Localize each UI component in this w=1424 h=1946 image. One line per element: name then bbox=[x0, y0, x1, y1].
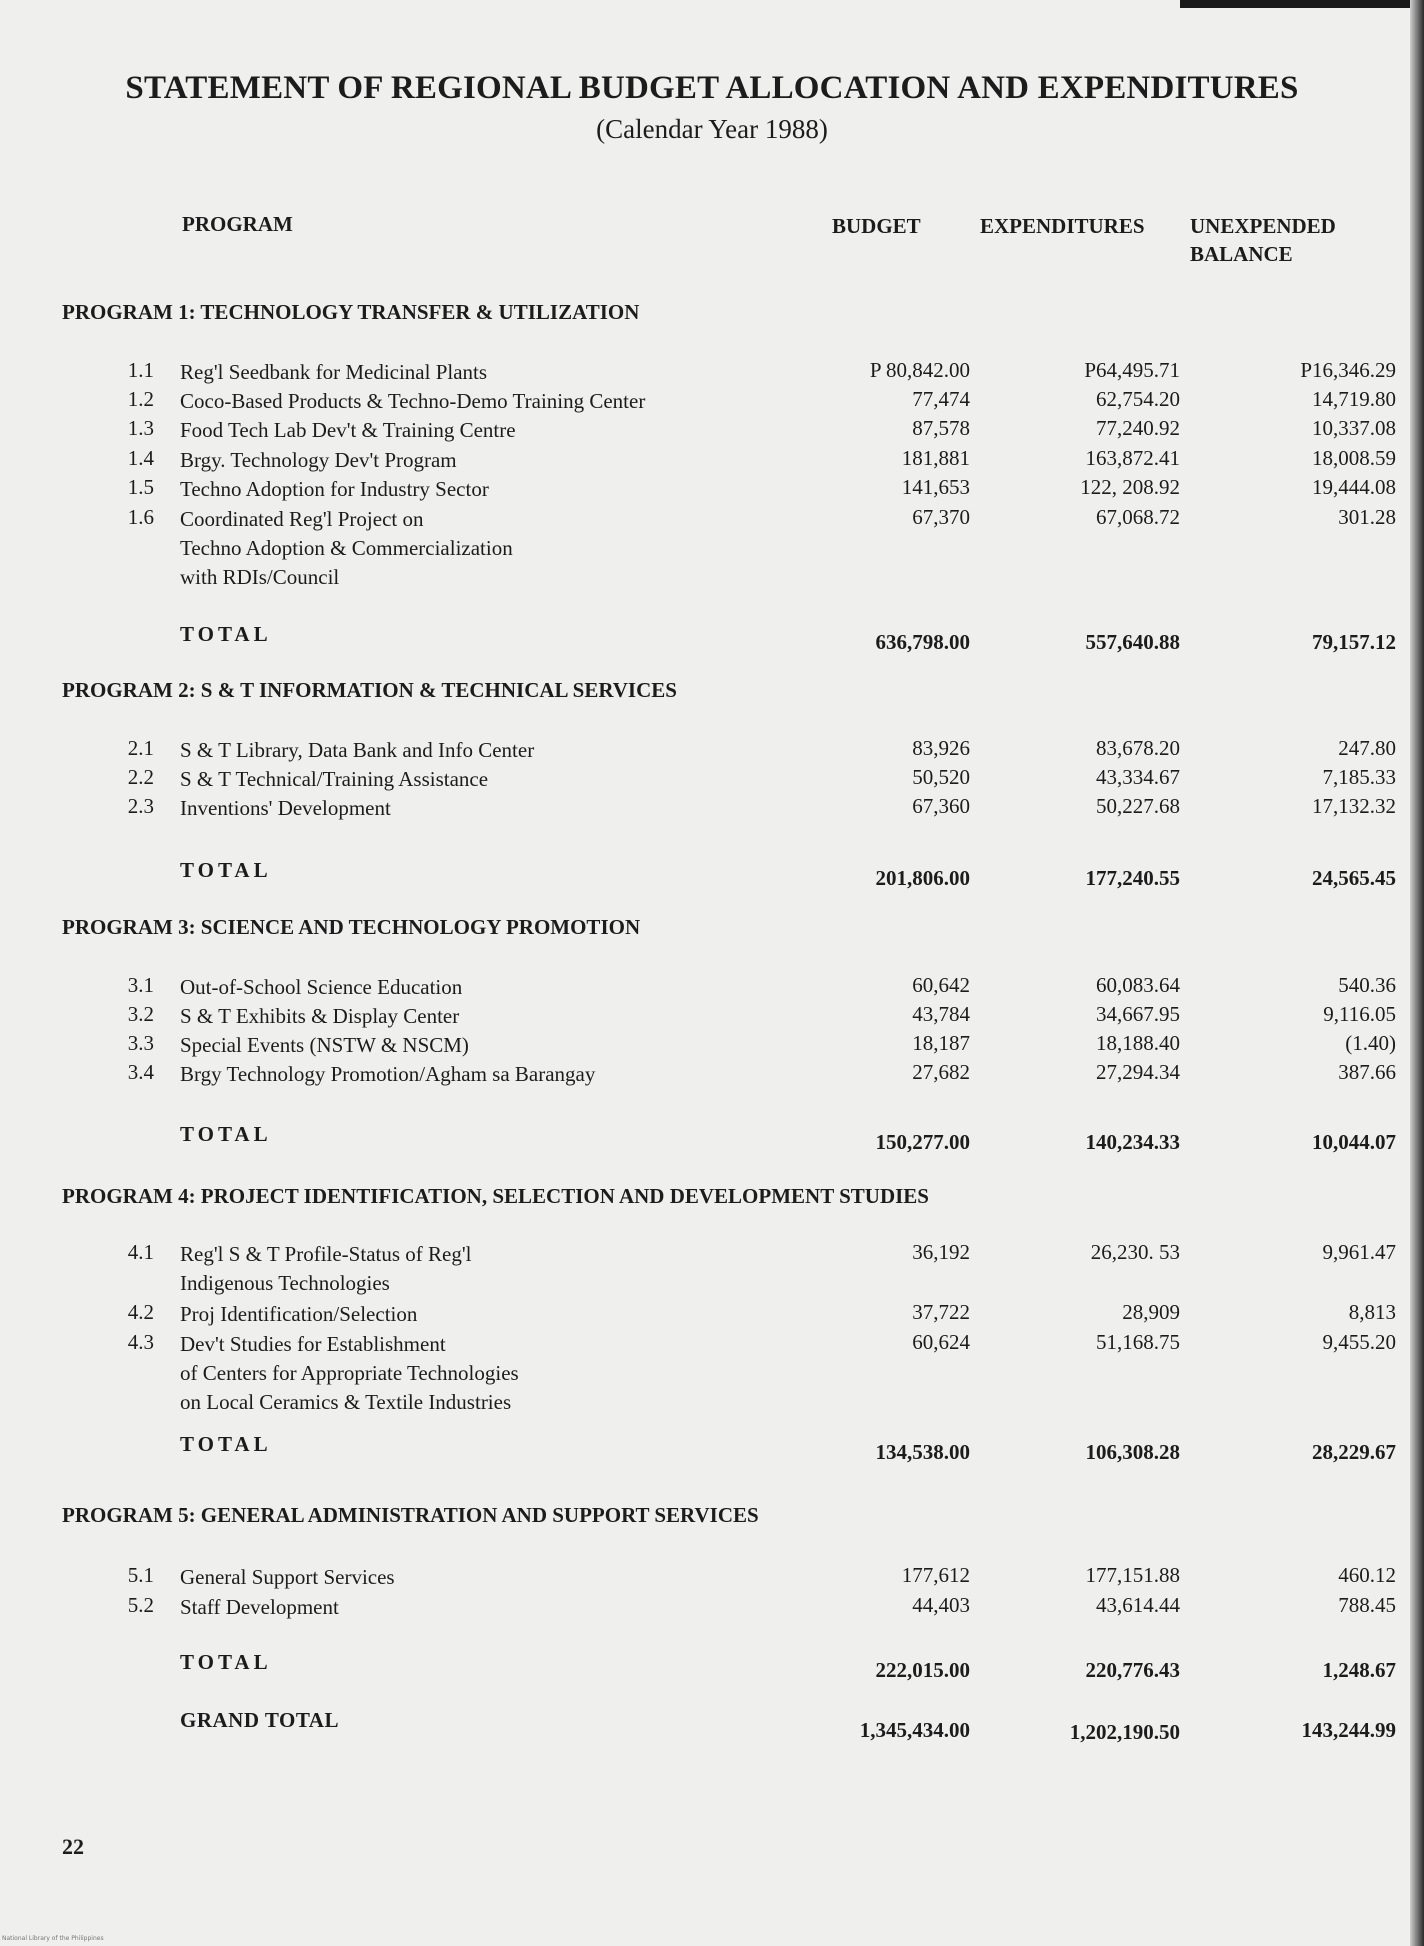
footer-note: National Library of the Philippines bbox=[2, 1935, 104, 1942]
item-number: 1.2 bbox=[127, 387, 154, 411]
expenditures-cell: 34,667.95 bbox=[1096, 1002, 1180, 1026]
budget-cell: 77,474 bbox=[912, 387, 970, 411]
budget-cell: 67,360 bbox=[912, 794, 970, 818]
item-description-line: Brgy Technology Promotion/Agham sa Barangay bbox=[180, 1062, 596, 1086]
balance-cell: 18,008.59 bbox=[1312, 446, 1396, 470]
balance-cell: 301.28 bbox=[1338, 505, 1396, 529]
header-budget: BUDGET bbox=[832, 214, 921, 238]
scan-edge-right bbox=[1410, 0, 1424, 1946]
item-number: 3.3 bbox=[127, 1031, 154, 1055]
item-number: 5.2 bbox=[127, 1593, 154, 1617]
item-number: 4.2 bbox=[127, 1300, 154, 1324]
balance-cell: 7,185.33 bbox=[1322, 765, 1396, 789]
item-number: 1.5 bbox=[127, 475, 154, 499]
item-number: 5.1 bbox=[127, 1563, 154, 1587]
item-number: 1.4 bbox=[127, 446, 154, 470]
header-expenditures: EXPENDITURES bbox=[980, 214, 1145, 238]
grand-total-expenditures: 1,202,190.50 bbox=[1069, 1720, 1180, 1744]
total-budget: 201,806.00 bbox=[875, 866, 970, 890]
item-number: 1.6 bbox=[127, 505, 154, 529]
balance-cell: P16,346.29 bbox=[1300, 358, 1396, 382]
item-description bbox=[180, 1563, 395, 1592]
balance-cell: 540.36 bbox=[1338, 973, 1396, 997]
total-label: TOTAL bbox=[180, 858, 272, 882]
total-expenditures: 557,640.88 bbox=[1085, 630, 1180, 654]
item-description bbox=[180, 416, 516, 445]
total-expenditures: 220,776.43 bbox=[1085, 1658, 1180, 1682]
balance-cell: 9,961.47 bbox=[1322, 1240, 1396, 1264]
item-description-line: Out-of-School Science Education bbox=[180, 975, 463, 999]
item-description-line: Special Events (NSTW & NSCM) bbox=[180, 1033, 469, 1057]
budget-cell: 36,192 bbox=[912, 1240, 970, 1264]
page-title: STATEMENT OF REGIONAL BUDGET ALLOCATION AND EXPENDITURES bbox=[125, 70, 1299, 106]
item-description bbox=[180, 446, 457, 475]
item-number: 4.3 bbox=[127, 1330, 154, 1354]
budget-cell: 43,784 bbox=[912, 1002, 970, 1026]
item-description-line: of Centers for Appropriate Technologies bbox=[180, 1361, 519, 1385]
item-description bbox=[180, 1031, 469, 1060]
expenditures-cell: 60,083.64 bbox=[1096, 973, 1180, 997]
total-expenditures: 140,234.33 bbox=[1085, 1130, 1180, 1154]
expenditures-cell: 177,151.88 bbox=[1085, 1563, 1180, 1587]
total-budget: 134,538.00 bbox=[875, 1440, 970, 1464]
item-description bbox=[180, 1240, 471, 1298]
balance-cell: 387.66 bbox=[1338, 1060, 1396, 1084]
program-heading: PROGRAM 4: PROJECT IDENTIFICATION, SELECTION AND DEVELOPMENT STUDIES bbox=[62, 1184, 929, 1208]
balance-cell: 17,132.32 bbox=[1312, 794, 1396, 818]
item-number: 3.2 bbox=[127, 1002, 154, 1026]
budget-cell: 177,612 bbox=[901, 1563, 970, 1587]
item-description bbox=[180, 358, 487, 387]
expenditures-cell: 18,188.40 bbox=[1096, 1031, 1180, 1055]
grand-total-balance: 143,244.99 bbox=[1301, 1718, 1396, 1742]
program-heading: PROGRAM 5: GENERAL ADMINISTRATION AND SUPPORT SERVICES bbox=[62, 1503, 759, 1527]
budget-cell: 50,520 bbox=[912, 765, 970, 789]
balance-cell: 19,444.08 bbox=[1312, 475, 1396, 499]
program-heading: PROGRAM 3: SCIENCE AND TECHNOLOGY PROMOTION bbox=[62, 915, 641, 939]
expenditures-cell: 122, 208.92 bbox=[1080, 475, 1180, 499]
item-description-line: Inventions' Development bbox=[180, 796, 391, 820]
balance-cell: 460.12 bbox=[1338, 1563, 1396, 1587]
total-budget: 636,798.00 bbox=[875, 630, 970, 654]
total-budget: 222,015.00 bbox=[875, 1658, 970, 1682]
item-description-line: Coordinated Reg'l Project on bbox=[180, 507, 424, 531]
budget-cell: 87,578 bbox=[912, 416, 970, 440]
item-description-line: Indigenous Technologies bbox=[180, 1271, 390, 1295]
balance-cell: (1.40) bbox=[1345, 1031, 1396, 1055]
item-description-line: Brgy. Technology Dev't Program bbox=[180, 448, 457, 472]
item-description-line: with RDIs/Council bbox=[180, 565, 340, 589]
expenditures-cell: 67,068.72 bbox=[1096, 505, 1180, 529]
balance-cell: 247.80 bbox=[1338, 736, 1396, 760]
grand-total-budget: 1,345,434.00 bbox=[859, 1718, 970, 1742]
total-balance: 1,248.67 bbox=[1322, 1658, 1396, 1682]
budget-cell: 181,881 bbox=[901, 446, 970, 470]
item-description bbox=[180, 1300, 417, 1329]
item-description-line: S & T Exhibits & Display Center bbox=[180, 1004, 460, 1028]
item-number: 1.1 bbox=[127, 358, 154, 382]
total-expenditures: 106,308.28 bbox=[1085, 1440, 1180, 1464]
budget-cell: 37,722 bbox=[912, 1300, 970, 1324]
item-description-line: S & T Library, Data Bank and Info Center bbox=[180, 738, 535, 762]
item-description bbox=[180, 1330, 519, 1417]
item-description-line: Proj Identification/Selection bbox=[180, 1302, 418, 1326]
header-program: PROGRAM bbox=[182, 212, 293, 236]
item-description bbox=[180, 794, 391, 823]
item-description-line: Techno Adoption & Commercialization bbox=[180, 536, 513, 560]
total-budget: 150,277.00 bbox=[875, 1130, 970, 1154]
total-label: TOTAL bbox=[180, 1650, 272, 1674]
page-number: 22 bbox=[62, 1834, 84, 1859]
expenditures-cell: 26,230. 53 bbox=[1090, 1240, 1180, 1264]
item-description-line: Techno Adoption for Industry Sector bbox=[180, 477, 489, 501]
item-description-line: S & T Technical/Training Assistance bbox=[180, 767, 489, 791]
item-number: 2.1 bbox=[127, 736, 154, 760]
budget-cell: 60,624 bbox=[912, 1330, 970, 1354]
budget-cell: 83,926 bbox=[912, 736, 970, 760]
expenditures-cell: 43,334.67 bbox=[1096, 765, 1180, 789]
budget-cell: 60,642 bbox=[912, 973, 970, 997]
expenditures-cell: 28,909 bbox=[1122, 1300, 1180, 1324]
budget-cell: 27,682 bbox=[912, 1060, 970, 1084]
expenditures-cell: 83,678.20 bbox=[1096, 736, 1180, 760]
item-description bbox=[180, 1060, 595, 1089]
item-number: 3.4 bbox=[127, 1060, 154, 1084]
item-description bbox=[180, 387, 645, 416]
expenditures-cell: 77,240.92 bbox=[1096, 416, 1180, 440]
balance-cell: 10,337.08 bbox=[1312, 416, 1396, 440]
item-description-line: on Local Ceramics & Textile Industries bbox=[180, 1390, 512, 1414]
item-description bbox=[180, 736, 534, 765]
budget-cell: 141,653 bbox=[901, 475, 970, 499]
scan-edge-top bbox=[1180, 0, 1424, 8]
item-number: 3.1 bbox=[127, 973, 154, 997]
grand-total-label: GRAND TOTAL bbox=[180, 1708, 339, 1732]
item-number: 1.3 bbox=[127, 416, 154, 440]
program-heading: PROGRAM 1: TECHNOLOGY TRANSFER & UTILIZATION bbox=[62, 300, 640, 324]
item-description bbox=[180, 475, 489, 504]
item-description-line: Dev't Studies for Establishment bbox=[180, 1332, 446, 1356]
expenditures-cell: 51,168.75 bbox=[1096, 1330, 1180, 1354]
total-label: TOTAL bbox=[180, 1432, 272, 1456]
header-balance: BALANCE bbox=[1190, 242, 1293, 266]
program-heading: PROGRAM 2: S & T INFORMATION & TECHNICAL SERVICES bbox=[62, 678, 677, 702]
total-balance: 28,229.67 bbox=[1312, 1440, 1396, 1464]
budget-cell: P 80,842.00 bbox=[869, 358, 970, 382]
item-description-line: Staff Development bbox=[180, 1595, 339, 1619]
balance-cell: 9,455.20 bbox=[1322, 1330, 1396, 1354]
total-balance: 79,157.12 bbox=[1312, 630, 1396, 654]
header-unexpended: UNEXPENDED bbox=[1190, 214, 1336, 238]
budget-cell: 18,187 bbox=[912, 1031, 970, 1055]
item-description-line: Reg'l S & T Profile-Status of Reg'l bbox=[180, 1242, 472, 1266]
total-balance: 10,044.07 bbox=[1312, 1130, 1396, 1154]
expenditures-cell: 62,754.20 bbox=[1096, 387, 1180, 411]
expenditures-cell: P64,495.71 bbox=[1084, 358, 1180, 382]
balance-cell: 788.45 bbox=[1338, 1593, 1396, 1617]
balance-cell: 8,813 bbox=[1348, 1300, 1396, 1324]
budget-cell: 44,403 bbox=[912, 1593, 970, 1617]
item-number: 2.2 bbox=[127, 765, 154, 789]
item-number: 2.3 bbox=[127, 794, 154, 818]
total-label: TOTAL bbox=[180, 1122, 272, 1146]
expenditures-cell: 50,227.68 bbox=[1096, 794, 1180, 818]
expenditures-cell: 27,294.34 bbox=[1096, 1060, 1180, 1084]
balance-cell: 14,719.80 bbox=[1312, 387, 1396, 411]
page-subtitle: (Calendar Year 1988) bbox=[596, 114, 828, 144]
item-description-line: Reg'l Seedbank for Medicinal Plants bbox=[180, 360, 488, 384]
item-description bbox=[180, 1593, 339, 1622]
item-description-line: Food Tech Lab Dev't & Training Centre bbox=[180, 418, 516, 442]
expenditures-cell: 43,614.44 bbox=[1096, 1593, 1180, 1617]
balance-cell: 9,116.05 bbox=[1323, 1002, 1396, 1026]
item-description-line: General Support Services bbox=[180, 1565, 395, 1589]
item-description bbox=[180, 1002, 459, 1031]
item-number: 4.1 bbox=[127, 1240, 154, 1264]
total-balance: 24,565.45 bbox=[1312, 866, 1396, 890]
item-description-line: Coco-Based Products & Techno-Demo Training Center bbox=[180, 389, 646, 413]
item-description bbox=[180, 973, 462, 1002]
item-description bbox=[180, 505, 513, 592]
total-expenditures: 177,240.55 bbox=[1085, 866, 1180, 890]
expenditures-cell: 163,872.41 bbox=[1085, 446, 1180, 470]
total-label: TOTAL bbox=[180, 622, 272, 646]
item-description bbox=[180, 765, 488, 794]
budget-cell: 67,370 bbox=[912, 505, 970, 529]
